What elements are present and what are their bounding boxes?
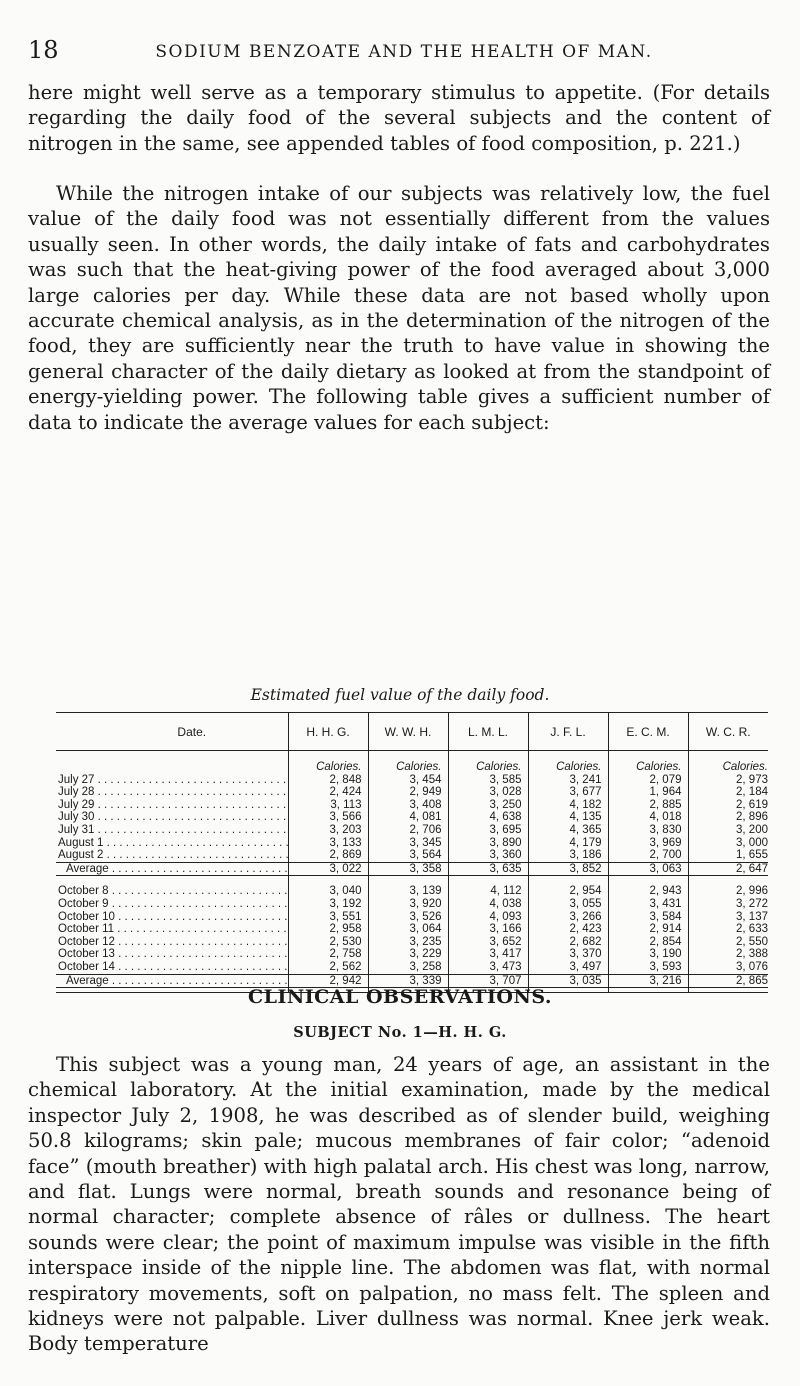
units-row	[56, 751, 768, 774]
value-cell: 3, 186	[528, 849, 608, 862]
leader-dots	[94, 811, 288, 823]
units-spacer	[56, 751, 288, 774]
value-cell: 3, 192	[288, 898, 368, 911]
value-cell: 3, 526	[368, 911, 448, 924]
average-row	[56, 862, 768, 876]
table-row	[56, 811, 768, 824]
row-date: October 13	[58, 948, 115, 961]
column-header: L. M. L.	[448, 713, 528, 751]
page-header	[28, 36, 780, 66]
value-cell: 4, 112	[448, 885, 528, 898]
value-cell: 2, 423	[528, 923, 608, 936]
row-date-cell	[56, 885, 288, 898]
value-cell: 3, 454	[368, 774, 448, 787]
table-row	[56, 911, 768, 924]
leader-dots	[115, 936, 288, 948]
row-date: July 27	[58, 773, 95, 786]
average-value-cell: 2, 865	[688, 974, 768, 988]
value-cell: 3, 473	[448, 961, 528, 974]
table-row	[56, 898, 768, 911]
row-date: October 14	[58, 960, 115, 973]
table-row	[56, 961, 768, 974]
table-row	[56, 786, 768, 799]
value-cell: 3, 241	[528, 774, 608, 787]
value-cell: 4, 179	[528, 837, 608, 850]
value-cell: 3, 250	[448, 799, 528, 812]
average-value-cell: 3, 339	[368, 974, 448, 988]
row-date-cell	[56, 936, 288, 949]
value-cell: 2, 633	[688, 923, 768, 936]
value-cell: 4, 135	[528, 811, 608, 824]
table-row	[56, 923, 768, 936]
table-caption: Estimated fuel value of the daily food.	[250, 686, 550, 704]
value-cell: 2, 682	[528, 936, 608, 949]
table-row	[56, 774, 768, 787]
average-value-cell: 3, 852	[528, 862, 608, 876]
row-date: October 12	[58, 935, 115, 948]
value-cell: 2, 885	[608, 799, 688, 812]
value-cell: 3, 064	[368, 923, 448, 936]
leader-dots	[114, 923, 288, 935]
row-date: October 10	[58, 910, 115, 923]
average-label-cell	[56, 862, 288, 876]
value-cell: 3, 055	[528, 898, 608, 911]
value-cell: 3, 266	[528, 911, 608, 924]
value-cell: 3, 137	[688, 911, 768, 924]
value-cell: 4, 365	[528, 824, 608, 837]
table-row	[56, 837, 768, 850]
value-cell: 3, 497	[528, 961, 608, 974]
value-cell: 3, 076	[688, 961, 768, 974]
leader-dots	[109, 885, 289, 897]
value-cell: 3, 585	[448, 774, 528, 787]
value-cell: 2, 706	[368, 824, 448, 837]
average-value-cell: 3, 707	[448, 974, 528, 988]
value-cell: 3, 133	[288, 837, 368, 850]
value-cell: 2, 914	[608, 923, 688, 936]
value-cell: 3, 564	[368, 849, 448, 862]
unit-label: Calories.	[608, 751, 688, 774]
value-cell: 4, 638	[448, 811, 528, 824]
value-cell: 3, 229	[368, 948, 448, 961]
value-cell: 2, 896	[688, 811, 768, 824]
leader-dots	[115, 961, 288, 973]
value-cell: 3, 113	[288, 799, 368, 812]
value-cell: 3, 028	[448, 786, 528, 799]
leader-dots	[115, 948, 288, 960]
value-cell: 3, 200	[688, 824, 768, 837]
value-cell: 2, 530	[288, 936, 368, 949]
leader-dots	[94, 799, 288, 811]
value-cell: 3, 593	[608, 961, 688, 974]
row-date-cell	[56, 948, 288, 961]
value-cell: 1, 655	[688, 849, 768, 862]
value-cell: 2, 954	[528, 885, 608, 898]
table-row	[56, 849, 768, 862]
value-cell: 2, 619	[688, 799, 768, 812]
value-cell: 3, 235	[368, 936, 448, 949]
value-cell: 2, 848	[288, 774, 368, 787]
value-cell: 3, 431	[608, 898, 688, 911]
value-cell: 2, 958	[288, 923, 368, 936]
value-cell: 3, 408	[368, 799, 448, 812]
section-title: CLINICAL OBSERVATIONS.	[248, 986, 552, 1008]
column-header: W. W. H.	[368, 713, 448, 751]
row-date-cell	[56, 811, 288, 824]
table-row	[56, 799, 768, 812]
value-cell: 4, 182	[528, 799, 608, 812]
row-date-cell	[56, 837, 288, 850]
value-cell: 3, 969	[608, 837, 688, 850]
value-cell: 4, 093	[448, 911, 528, 924]
subject-heading: SUBJECT No. 1—H. H. G.	[293, 1024, 507, 1041]
row-date-cell	[56, 923, 288, 936]
value-cell: 3, 203	[288, 824, 368, 837]
row-date-cell	[56, 911, 288, 924]
value-cell: 4, 081	[368, 811, 448, 824]
value-cell: 3, 652	[448, 936, 528, 949]
leader-dots	[94, 786, 288, 798]
average-value-cell: 3, 216	[608, 974, 688, 988]
average-value-cell: 3, 022	[288, 862, 368, 876]
value-cell: 3, 920	[368, 898, 448, 911]
unit-label: Calories.	[368, 751, 448, 774]
unit-label: Calories.	[528, 751, 608, 774]
column-header: E. C. M.	[608, 713, 688, 751]
value-cell: 3, 417	[448, 948, 528, 961]
page-number: 18	[28, 36, 59, 64]
value-cell: 2, 869	[288, 849, 368, 862]
table-row	[56, 936, 768, 949]
row-date-cell	[56, 849, 288, 862]
value-cell: 3, 000	[688, 837, 768, 850]
value-cell: 3, 190	[608, 948, 688, 961]
column-header-date: Date.	[56, 713, 288, 751]
value-cell: 2, 949	[368, 786, 448, 799]
row-date: October 9	[58, 897, 109, 910]
average-value-cell: 2, 942	[288, 974, 368, 988]
value-cell: 3, 370	[528, 948, 608, 961]
leader-dots	[103, 837, 288, 849]
average-label: Average	[66, 862, 109, 875]
row-date: July 28	[58, 786, 95, 799]
value-cell: 2, 973	[688, 774, 768, 787]
clinical-paragraph: This subject was a young man, 24 years of age, an assistant in the chemical laboratory. At the initial examination, made by the medical inspector July 2, 1908, he was described as of slender build, weighing 50.8 kilograms; skin pale; mucous membranes of fair color; “adenoid face” (mouth breather) with high palatal arch. His chest was long, narrow, and flat. Lungs were normal, breath sounds and resonance being of normal character; complete absence of râles or dullness. The heart sounds were clear; the point of maximum impulse was visible in the fifth interspace inside of the nipple line. The abdomen was flat, with normal respiratory movements, soft on palpation, no mass felt. The spleen and kidneys were not palpable. Liver dullness was normal. Knee jerk weak. Body temperature	[28, 1053, 770, 1356]
value-cell: 2, 562	[288, 961, 368, 974]
table-header-row	[56, 713, 768, 751]
average-value-cell: 3, 063	[608, 862, 688, 876]
value-cell: 3, 166	[448, 923, 528, 936]
table-row	[56, 885, 768, 898]
value-cell: 3, 830	[608, 824, 688, 837]
value-cell: 2, 996	[688, 885, 768, 898]
value-cell: 3, 258	[368, 961, 448, 974]
unit-label: Calories.	[448, 751, 528, 774]
value-cell: 3, 695	[448, 824, 528, 837]
leader-dots	[109, 898, 289, 910]
value-cell: 3, 139	[368, 885, 448, 898]
value-cell: 2, 700	[608, 849, 688, 862]
row-date-cell	[56, 786, 288, 799]
average-value-cell: 2, 647	[688, 862, 768, 876]
row-date: August 1	[58, 836, 104, 849]
leader-dots	[109, 975, 288, 987]
column-header: W. C. R.	[688, 713, 768, 751]
column-header: J. F. L.	[528, 713, 608, 751]
value-cell: 3, 584	[608, 911, 688, 924]
row-date-cell	[56, 961, 288, 974]
average-value-cell: 3, 035	[528, 974, 608, 988]
value-cell: 2, 388	[688, 948, 768, 961]
row-date-cell	[56, 799, 288, 812]
column-header: H. H. G.	[288, 713, 368, 751]
unit-label: Calories.	[288, 751, 368, 774]
intro-paragraph-2: While the nitrogen intake of our subjects was relatively low, the fuel value of the daily food was not essentially different from the values usually seen. In other words, the daily intake of fats and carbohydrates was such that the heat-giving power of the food averaged about 3,000 large calories per day. While these data are not based wholly upon accurate chemical analysis, as in the determination of the nitrogen of the food, they are sufficiently near the truth to have value in showing the general character of the daily dietary as looked at from the standpoint of energy-yielding power. The following table gives a sufficient number of data to indicate the average values for each subject:	[28, 182, 770, 434]
unit-label: Calories.	[688, 751, 768, 774]
value-cell: 2, 854	[608, 936, 688, 949]
value-cell: 2, 550	[688, 936, 768, 949]
leader-dots	[115, 911, 288, 923]
value-cell: 3, 890	[448, 837, 528, 850]
row-date: July 31	[58, 823, 95, 836]
row-date-cell	[56, 898, 288, 911]
average-label: Average	[66, 974, 109, 987]
value-cell: 3, 345	[368, 837, 448, 850]
value-cell: 2, 758	[288, 948, 368, 961]
value-cell: 3, 677	[528, 786, 608, 799]
fuel-value-table	[56, 712, 768, 993]
leader-dots	[94, 824, 288, 836]
value-cell: 4, 018	[608, 811, 688, 824]
intro-paragraph-1: here might well serve as a temporary stimulus to appetite. (For details regarding the daily food of the several subjects and the content of nitrogen in the same, see appended tables of food composition, p. 221.)	[28, 81, 770, 155]
value-cell: 3, 360	[448, 849, 528, 862]
leader-dots	[94, 774, 288, 786]
value-cell: 2, 424	[288, 786, 368, 799]
value-cell: 2, 943	[608, 885, 688, 898]
row-date: July 30	[58, 811, 95, 824]
row-date: August 2	[58, 849, 104, 862]
leader-dots	[109, 863, 288, 875]
average-value-cell: 3, 358	[368, 862, 448, 876]
value-cell: 3, 551	[288, 911, 368, 924]
value-cell: 4, 038	[448, 898, 528, 911]
table-row	[56, 948, 768, 961]
table-row	[56, 824, 768, 837]
row-date-cell	[56, 824, 288, 837]
row-date: July 29	[58, 798, 95, 811]
value-cell: 3, 272	[688, 898, 768, 911]
value-cell: 2, 079	[608, 774, 688, 787]
leader-dots	[103, 849, 288, 861]
row-date: October 8	[58, 885, 109, 898]
row-date: October 11	[58, 923, 115, 936]
value-cell: 1, 964	[608, 786, 688, 799]
row-date-cell	[56, 774, 288, 787]
value-cell: 3, 040	[288, 885, 368, 898]
value-cell: 3, 566	[288, 811, 368, 824]
running-title: SODIUM BENZOATE AND THE HEALTH OF MAN.	[155, 42, 653, 62]
average-value-cell: 3, 635	[448, 862, 528, 876]
value-cell: 2, 184	[688, 786, 768, 799]
